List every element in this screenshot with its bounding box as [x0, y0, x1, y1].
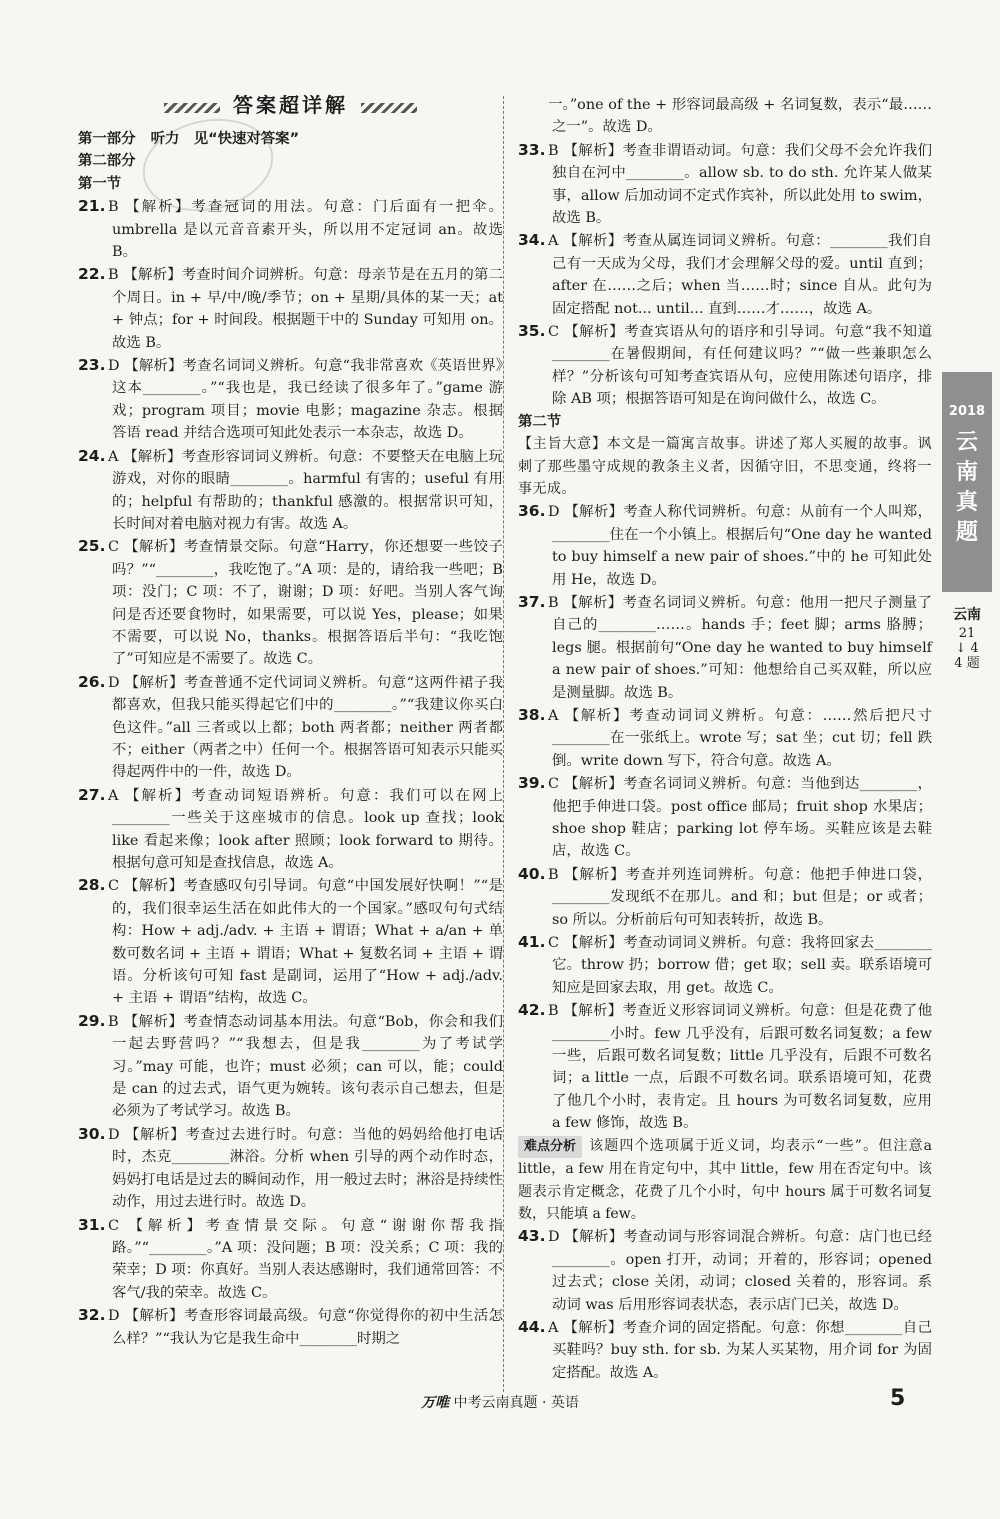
- answer-item: [518, 704, 932, 772]
- answer-text: C 【解析】考查感叹句引导词。句意“中国发展好快啊！”“是的，我们很幸运生活在如此伟大的一个国家。”感叹句句式结构：How + adj./adv. + 主语 + 谓语；What + a/an + 单数可数名词 + 主语 + 谓语；What + 复数名词 + 主语 + 谓语。分析该句可知 fast 是副词，运用了“How + adj./adv. + 主语 + 谓语”结构，故选 C。: [108, 878, 503, 1007]
- side-tab-title: [942, 428, 992, 548]
- answer-item: [518, 1225, 932, 1316]
- answer-number: 43.: [518, 1227, 546, 1246]
- answer-text: C 【解析】考查动词词义辨析。句意：我将回家去________它。throw 扔；borrow 借；get 取；sell 卖。联系语境可知应是回家去取，用 get。故选 C。: [548, 935, 932, 996]
- part1-text: 听力 见“快速对答案”: [150, 131, 300, 147]
- section1-heading: 第一节: [78, 175, 122, 192]
- answer-number: 26.: [78, 672, 106, 691]
- answer-item: [518, 320, 932, 411]
- answer-number: 22.: [78, 265, 106, 284]
- answer-number: 31.: [78, 1215, 106, 1234]
- footer-logo: 万唯: [421, 1395, 450, 1411]
- title-row: [78, 94, 503, 122]
- answer-text: C 【解析】考查宾语从句的语序和引导词。句意“我不知道________在暑假期间，有任何建议吗？”“做一些兼职怎么样？”分析该句可知考查宾语从句，应使用陈述句语序，排除 AB 项；根据答语可知是在询问做什么，故选 C。: [548, 324, 932, 408]
- answer-number: 33.: [518, 140, 546, 159]
- part1-label: 第一部分: [78, 131, 136, 147]
- right-answer-list-b: [518, 500, 932, 1134]
- side-tab-title-text: 云南真题: [955, 430, 978, 545]
- section2-heading: 第二节: [518, 413, 562, 430]
- answer-item: [518, 591, 932, 704]
- answer-number: 44.: [518, 1317, 546, 1336]
- answer-text: D 【解析】考查人称代词辨析。句意：从前有一个人叫郑，________住在一个小镇上。根据后句“One day he wanted to buy himself a new pair of shoes.”中的 he 可知此处用 He，故选 D。: [548, 504, 932, 588]
- answer-text: D 【解析】考查形容词最高级。句意“你觉得你的初中生活怎么样？”“我认为它是我生命中________时期之: [108, 1308, 503, 1347]
- answer-text: D 【解析】考查名词词义辨析。句意“我非常喜欢《英语世界》这本________。”“我也是，我已经读了很多年了。”game 游戏；program 项目；movie 电影；magazine 杂志。根据答语 read 并结合选项可知此处表示一本杂志，故选 D。: [108, 358, 503, 442]
- answer-text: B 【解析】考查并列连词辨析。句意：他把手伸进口袋，________发现纸不在那儿。and 和；but 但是；or 或者；so 所以。分析前后句可知表转折，故选 B。: [548, 866, 932, 928]
- answer-item: [518, 94, 932, 139]
- answer-number: 23.: [78, 356, 106, 375]
- title-decoration-right: [361, 103, 417, 113]
- answer-number: 41.: [518, 933, 546, 952]
- answer-text: A 【解析】考查动词短语辨析。句意：我们可以在网上________一些关于这座城市的信息。look up 查找；look like 看起来像；look after 照顾；look forward to 期待。根据句意可知是查找信息，故选 A。: [108, 787, 503, 871]
- answer-item: [518, 931, 932, 999]
- answer-item: [518, 500, 932, 591]
- answer-text: B 【解析】考查时间介词辨析。句意：母亲节是在五月的第二个周日。in + 早/中/晚/季节；on + 星期/具体的某一天；at + 钟点；for + 时间段。根据题干中的 Sunday 可知用 on。故选 B。: [108, 267, 503, 351]
- side-tab-range-text: 21 ↓ 44 题: [954, 626, 980, 671]
- answer-text: B 【解析】考查情态动词基本用法。句意“Bob，你会和我们一起去野营吗？”“我想去，但是我________为了考试学习。”may 可能，也许；must 必须；can 可以，能；could 是 can 的过去式，语气更为婉转。该句表示自己想去，但是必须为了考试学习。故选 B。: [108, 1013, 503, 1120]
- answer-item: [78, 195, 503, 263]
- answer-item: [518, 863, 932, 931]
- hard-point-text: 该题四个选项属于近义词，均表示“一些”。但注意a little，a few 用在肯定句中，其中 little，few 用在否定句中。该题表示肯定概念，花费了几个小时，句中 hours 属于可数名词复数，只能填 a few。: [518, 1137, 932, 1222]
- answer-number: 29.: [78, 1011, 106, 1030]
- left-answer-list: [78, 195, 503, 1350]
- answer-text: D 【解析】考查过去进行时。句意：当他的妈妈给他打电话时，杰克________淋浴。分析 when 引导的两个动作时态，妈妈打电话是过去的瞬间动作，用一般过去时；淋浴是持续性动作，用过去进行时。故选 D。: [108, 1126, 503, 1211]
- footer: [0, 1392, 1000, 1412]
- answer-text: A 【解析】考查介词的固定搭配。句意：你想________自己买鞋吗？buy sth. for sb. 为某人买某物，用介词 for 为固定搭配。故选 A。: [548, 1319, 932, 1381]
- answer-number: 38.: [518, 705, 546, 724]
- answer-number: 40.: [518, 864, 546, 883]
- answer-text: A 【解析】考查形容词词义辨析。句意：不要整天在电脑上玩游戏，对你的眼睛________。harmful 有害的；useful 有用的；helpful 有帮助的；thankful 感激的。根据常识可知，长时间对着电脑对视力有害。故选 A。: [108, 448, 503, 532]
- answer-number: 39.: [518, 774, 546, 793]
- footer-text: 中考云南真题 · 英语: [453, 1395, 579, 1411]
- answer-item: [518, 1316, 932, 1384]
- answer-number: 34.: [518, 231, 546, 250]
- answer-text: 一。”one of the + 形容词最高级 + 名词复数，表示“最……之一”。故选 D。: [548, 97, 932, 136]
- answer-item: [78, 671, 503, 784]
- answer-number: 27.: [78, 785, 106, 804]
- page-number: 5: [890, 1386, 906, 1411]
- answer-text: A 【解析】考查动词词义辨析。句意：……然后把尺寸________在一张纸上。wrote 写；sat 坐；cut 切；fell 跌倒。write down 写下，符合句意。故选 A。: [548, 707, 932, 769]
- answer-number: 30.: [78, 1124, 106, 1143]
- answer-item: [78, 445, 503, 536]
- column-divider: [503, 96, 504, 1392]
- page-title: 答案超详解: [233, 93, 348, 117]
- part2-heading: 第二部分: [78, 153, 136, 170]
- side-tab-year: 2018: [948, 404, 986, 419]
- left-column: [78, 94, 503, 1350]
- side-tab-range: [942, 626, 992, 671]
- answer-item: [78, 1304, 503, 1350]
- answer-text: C 【解析】考查情景交际。句意“Harry，你还想要一些饺子吗？”“________，我吃饱了。”A 项：是的，请给我一些吧；B 项：没门；C 项：不了，谢谢；D 项：好吧。当别人客气询问是否还要食物时，如果需要，可以说 Yes，please；如果不需要，可以说 No，thanks。根据答语后半句：“我吃饱了”可知应是不需要了。故选 C。: [108, 539, 503, 668]
- answer-item: [518, 772, 932, 863]
- answer-text: C 【解析】考查名词词义辨析。句意：当他到达________，他把手伸进口袋。post office 邮局；fruit shop 水果店；shoe shop 鞋店；parking lot 停车场。买鞋应该是去鞋店，故选 C。: [548, 776, 932, 860]
- answer-number: 24.: [78, 446, 106, 465]
- answer-text: B 【解析】考查名词词义辨析。句意：他用一把尺子测量了自己的________……。hands 手；feet 脚；arms 胳膊；legs 腿。根据前句“One day he wanted to buy himself a new pair of shoes.”可知：他想给自己买双鞋，所以应是测量脚。故选 B。: [548, 594, 932, 701]
- answer-item: [78, 874, 503, 1009]
- answer-number: 25.: [78, 537, 106, 556]
- answer-item: [78, 784, 503, 875]
- right-column: [518, 94, 932, 1384]
- answer-item: [78, 354, 503, 445]
- answer-item: [78, 535, 503, 670]
- right-answer-list-a: [518, 94, 932, 411]
- answer-item: [78, 1214, 503, 1305]
- answer-text: D 【解析】考查普通不定代词词义辨析。句意“这两件裙子我都喜欢，但我只能买得起它们中的________。”“我建议你买白色这件。”all 三者或以上都；both 两者都；neither 两者都不；either（两者之中）任何一个。根据答语可知表示只能买得起两件中的一件，故选 D。: [108, 674, 503, 781]
- answer-text: B 【解析】考查近义形容词词义辨析。句意：但是花费了他________小时。few 几乎没有，后跟可数名词复数；a few 一些，后跟可数名词复数；little 几乎没有，后跟不可数名词；a little 一点，后跟不可数名词。联系语境可知，花费了他几个小时，表肯定。且 hours 为可数名词复数，应用 a few 修饰，故选 B。: [548, 1003, 932, 1132]
- side-tab-region: 云南: [953, 607, 981, 623]
- answer-text: A 【解析】考查从属连词词义辨析。句意：________我们自己有一天成为父母，我们才会理解父母的爱。until 直到；after 在……之后；when 当……时；since 自从。此句为固定搭配 not... until... 直到……才……，故选 A。: [548, 233, 932, 317]
- answer-number: 28.: [78, 876, 106, 895]
- title-decoration-left: [164, 103, 220, 113]
- answer-item: [78, 1010, 503, 1123]
- answer-number: 32.: [78, 1306, 106, 1325]
- answer-text: C 【解析】考查情景交际。句意“谢谢你帮我指路。”“________。”A 项：没问题；B 项：没关系；C 项：我的荣幸；D 项：你真好。当别人表达感谢时，我们通常回答：不客气/我的荣幸。故选 C。: [108, 1217, 503, 1301]
- answer-number: 21.: [78, 197, 106, 216]
- answer-number: 42.: [518, 1001, 546, 1020]
- right-answer-list-c: [518, 1225, 932, 1384]
- answer-item: [78, 1123, 503, 1214]
- hard-point-label: 难点分析: [518, 1136, 582, 1158]
- answer-text: B 【解析】考查非谓语动词。句意：我们父母不会允许我们独自在河中________。allow sb. to do sth. 允许某人做某事，allow 后加动词不定式作宾补，所以此处用 to swim，故选 B。: [548, 142, 932, 227]
- hard-point: [518, 1135, 932, 1226]
- answer-number: 36.: [518, 502, 546, 521]
- answer-text: B 【解析】考查冠词的用法。句意：门后面有一把伞。umbrella 是以元音音素开头，所以用不定冠词 an。故选 B。: [108, 199, 503, 261]
- answer-item: [518, 229, 932, 320]
- answer-item: [518, 139, 932, 230]
- answer-text: D 【解析】考查动词与形容词混合辨析。句意：店门也已经________。open 打开，动词；开着的，形容词；opened 过去式；close 关闭，动词；closed 关着的，形容词。系动词 was 后用形容词表状态，表示店门已关，故选 D。: [548, 1229, 932, 1313]
- answer-item: [78, 263, 503, 354]
- main-idea: 【主旨大意】本文是一篇寓言故事。讲述了郑人买履的故事。讽刺了那些墨守成规的教条主义者，因循守旧，不思变通，终将一事无成。: [518, 436, 932, 497]
- part1-heading: [78, 128, 503, 150]
- answer-number: 37.: [518, 592, 546, 611]
- answer-number: 35.: [518, 322, 546, 341]
- answer-item: [518, 999, 932, 1134]
